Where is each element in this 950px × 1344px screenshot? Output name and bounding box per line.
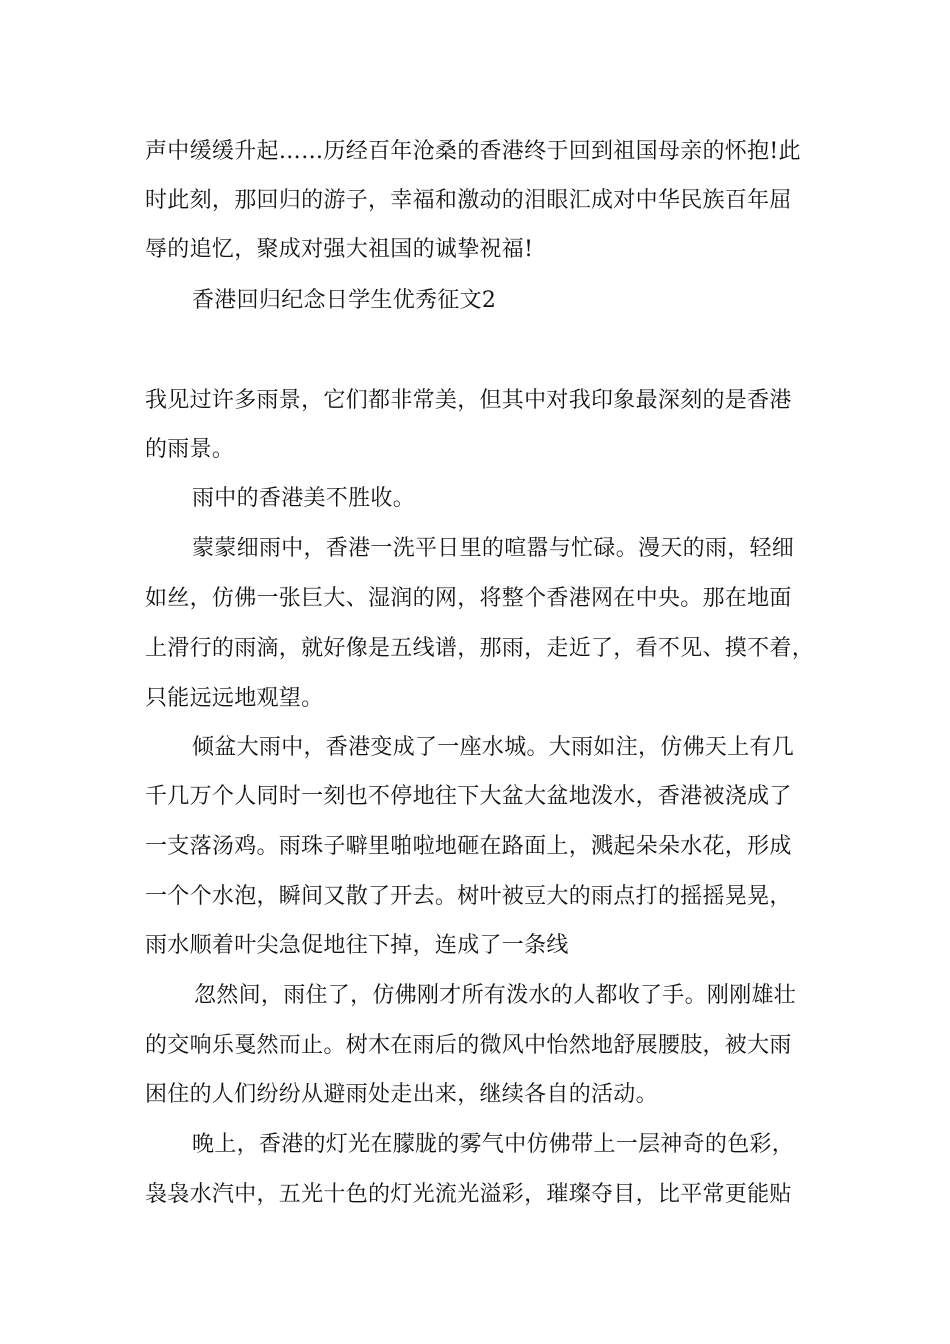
paragraph-line: 如丝，仿佛一张巨大、湿润的网，将整个香港网在中央。那在地面	[145, 586, 792, 611]
paragraph-line: 晚上，香港的灯光在朦胧的雾气中仿佛带上一层神奇的色彩，	[192, 1132, 795, 1157]
paragraph-line: 声中缓缓升起……历经百年沧桑的香港终于回到祖国母亲的怀抱!此	[145, 139, 801, 164]
paragraph-line: 一支落汤鸡。雨珠子噼里啪啦地砸在路面上，溅起朵朵水花，形成	[145, 834, 792, 859]
paragraph-line: 的交响乐戛然而止。树木在雨后的微风中怡然地舒展腰肢，被大雨	[145, 1033, 792, 1058]
paragraph-line: 雨水顺着叶尖急促地往下掉，连成了一条线	[145, 933, 569, 958]
paragraph-line: 千几万个人同时一刻也不停地往下大盆大盆地泼水，香港被浇成了	[145, 784, 792, 809]
paragraph-line: 雨中的香港美不胜收。	[192, 486, 416, 511]
paragraph-line: 只能远远地观望。	[145, 686, 324, 711]
paragraph-line: 倾盆大雨中，香港变成了一座水城。大雨如注，仿佛天上有几	[192, 735, 795, 760]
paragraph-line: 上滑行的雨滴，就好像是五线谱，那雨，走近了，看不见、摸不着，	[145, 636, 815, 661]
paragraph-line: 一个个水泡，瞬间又散了开去。树叶被豆大的雨点打的摇摇晃晃，	[145, 884, 792, 909]
paragraph-line: 我见过许多雨景，它们都非常美，但其中对我印象最深刻的是香港	[145, 388, 792, 413]
section-heading: 香港回归纪念日学生优秀征文2	[192, 288, 497, 313]
paragraph-line: 辱的追忆，聚成对强大祖国的诚挚祝福!	[145, 237, 534, 262]
paragraph-line: 忽然间，雨住了，仿佛刚才所有泼水的人都收了手。刚刚雄壮	[194, 983, 797, 1008]
paragraph-line: 的雨景。	[145, 437, 235, 462]
paragraph-line: 时此刻，那回归的游子，幸福和激动的泪眼汇成对中华民族百年屈	[145, 188, 792, 213]
paragraph-line: 蒙蒙细雨中，香港一洗平日里的喧嚣与忙碌。漫天的雨，轻细	[192, 536, 795, 561]
paragraph-line: 袅袅水汽中，五光十色的灯光流光溢彩，璀璨夺目，比平常更能贴	[145, 1182, 792, 1207]
paragraph-line: 困住的人们纷纷从避雨处走出来，继续各自的活动。	[145, 1082, 658, 1107]
